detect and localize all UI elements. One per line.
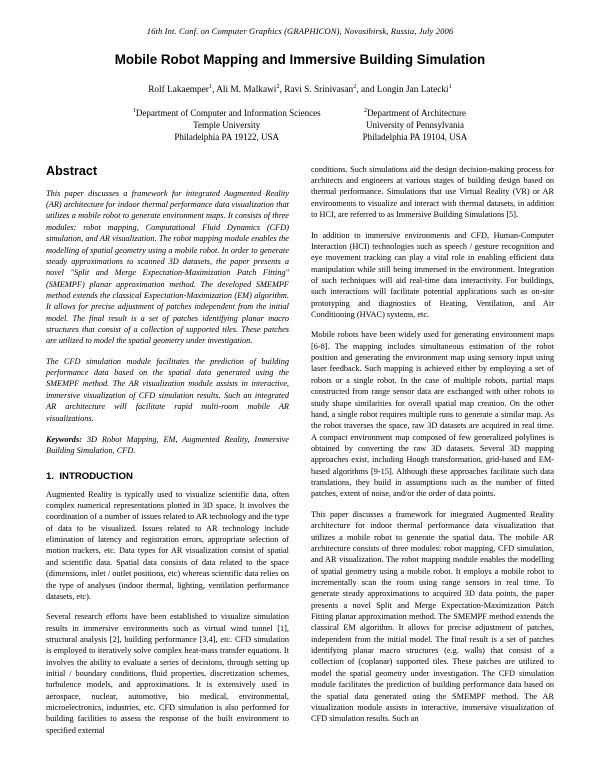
affiliation-2-line-3: Philadelphia PA 19104, USA xyxy=(362,131,468,142)
affiliation-1-marker: 1 xyxy=(132,107,136,115)
right-paragraph-1: conditions. Such simulations aid the design decision-making process for architects and engineers at various stages of building design based on thermal performance. Simulations that use Virtual Reality (VR) or AR environments to visualize and interact with thermal datasets, in addition to HCI, are referred to as Immersive Building Simulations [5]. xyxy=(311,164,554,220)
affiliations xyxy=(46,107,554,144)
affiliation-1-line-2: Temple University xyxy=(193,119,261,130)
section-1-paragraph-1: Augmented Reality is typically used to visualize scientific data, often complex numerical representations plotted in 3D space. It involves the coordination of a number of issues related to AR technology and the type of data to be visualized. Issues related to AR technology include elimination of latency and registration errors, appropriate selection of motion trackers, etc. Data types for AR visualization consist of spatial and scientific data. Spatial data consists of data related to the space (dimensions, inlet / outlet positions, etc) whereas scientific data relies on the type of analyses (indoor thermal, lighting, ventilation performance datasets, etc). xyxy=(46,489,289,601)
affiliation-1-line-1 xyxy=(133,107,321,120)
author-2: , Ali M. Malkawi xyxy=(212,85,277,96)
author-4: , and Longin Jan Latecki xyxy=(356,85,449,96)
affiliation-2-line-2: University of Pennsylvania xyxy=(365,119,464,130)
abstract-heading: Abstract xyxy=(46,163,98,178)
abstract-paragraph-2: The CFD simulation module facilitates the prediction of building performance data based on the spatial data generated using the SMEMPF method. The AR visualization module assists in interactive, immersive visualization of CFD simulation results. Such an integrated AR architecture will facilitate rapid multi-room mobile AR visualizations. xyxy=(46,356,289,423)
author-3-affil-marker: 2 xyxy=(353,83,357,90)
keywords-value: 3D Robot Mapping, EM, Augmented Reality, Immersive Building Simulation, CFD. xyxy=(46,434,289,456)
keywords-line xyxy=(46,434,289,457)
author-2-affil-marker: 2 xyxy=(276,83,280,90)
keywords-label: Keywords: xyxy=(46,434,82,444)
right-paragraph-3: Mobile robots have been widely used for generating environment maps [6-8]. The mapping includes simultaneous estimation of the robot position and generating the environment map using sensory input using laser feedback. Such mapping is achieved either by employing a set of robots or a single robot. In the case of multiple robots, partial maps constructed from range sensor data are exchanged with other robots to study shape similarities for overall spatial map creation. On the other hand, a single robot requires multiple runs to generate a similar map. As the robot traverses the space, raw 3D datasets are acquired in real time. A compact environment map composed of few generalized polylines is obtained by converting the raw 3D datasets. Several 3D mapping approaches exist, including Hough transformation, grid-based and EM-based algorithms [9-15]. Although these approaches facilitate such data translations, they build in assumptions such as the number of fitted patches, extent of noise, and/or the order of data points. xyxy=(311,330,554,499)
right-paragraph-2: In addition to immersive environments and CFD, Human-Computer Interaction (HCI) technologies such as speech / gesture recognition and eye movement tracking can play a vital role in enabling efficient data manipulation while still being immersed in the environment. Integration of such techniques will aid real-time data interactivity. For buildings, such interactions will facilitate potential applications such as on-site prototyping and diagnostics of Heating, Ventilation, and Air Conditioning (HVAC) systems, etc. xyxy=(311,230,554,320)
section-1-paragraph-2: Several research efforts have been established to visualize simulation results in immersive environments such as virtual wind tunnel [1], structural analysis [2], building performance [3,4], etc. CFD simulation is employed to iteratively solve complex heat-mass transfer equations. It involves the ability to evaluate a series of decisions, through setting up initial / boundary conditions, fluid properties, discretization schemes, turbulence models, and approximations. It is extensively used in aerospace, nuclear, automotive, bio medical, environmental, microelectronics, industries, etc. CFD simulation is also performed for building facilities to assess the response of the built environment to specified external xyxy=(46,612,289,735)
author-4-affil-marker: 1 xyxy=(448,83,452,90)
running-head: 16th Int. Conf. on Computer Graphics (GRAPHICON), Novosibirsk, Russia, July 2006 xyxy=(146,26,454,36)
abstract-paragraph-1: This paper discusses a framework for integrated Augmented Reality (AR) architecture for indoor thermal performance data visualization that utilizes a mobile robot to generate environment maps. It consists of three modules: robot mapping, Computational Fluid Dynamics (CFD) simulation, and AR visualization. The robot mapping module enables the modelling of spatial geometry using a mobile robot. In order to generate steady approximations to scanned 3D datasets, the paper presents a novel "Split and Merge Expectation-Maximization Patch Fitting" (SMEMPF) planar approximation method. The developed SMEMPF method extends the classical Expectation-Maximization (EM) algorithm. It allows for precise adjustment of patches independent from the initial model. The final result is a set of patches identifying planar macro structures that consist of a collection of supported tiles. These patches are utilized to model the spatial geometry under investigation. xyxy=(46,188,289,346)
affiliation-2-marker: 2 xyxy=(363,107,368,115)
section-1-number: 1. xyxy=(46,470,55,482)
affiliation-2 xyxy=(363,107,468,144)
author-list xyxy=(46,83,554,95)
author-1: Rolf Lakaemper xyxy=(148,85,209,96)
affiliation-2-line-1 xyxy=(363,107,468,120)
right-column xyxy=(311,164,554,734)
body-columns xyxy=(46,164,554,745)
affiliation-1-line-3: Philadelphia PA 19122, USA xyxy=(174,131,279,142)
affiliation-1 xyxy=(133,107,321,144)
affiliation-1-dept: Department of Computer and Information Sciences xyxy=(135,108,321,119)
affiliation-2-dept: Department of Architecture xyxy=(367,108,467,119)
section-1-heading xyxy=(46,471,289,482)
author-1-affil-marker: 1 xyxy=(208,83,213,90)
right-paragraph-4: This paper discusses a framework for integrated Augmented Reality architecture for indoor thermal performance data visualization that utilizes a mobile robot to generate the spatial data. The mobile AR architecture consists of three modules: robot mapping, CFD simulation, and AR visualization. The robot mapping module enables the modelling of spatial geometry using a mobile robot. It employs a mobile robot to incrementally scan the room using range sensors in real time. To generate steady approximations to acquired 3D data points, the paper presents a novel Split and Merge Expectation-Maximization Patch Fitting planar approximation method. The SMEMPF method extends the classical EM algorithm. It allows for precise adjustment of patches, independent from the initial model. The final result is a set of patches identifying planar macro structures (e.g. walls) that consist of a collection of (coplanar) supported tiles. These patches are utilized to model the spatial geometry under investigation. The CFD simulation module facilitates the prediction of building performance data based on the spatial data generated using the SMEMPF method. The AR visualization module assists in interactive, immersive visualization of CFD simulation results. Such an xyxy=(311,509,554,724)
author-3: , Ravi S. Srinivasan xyxy=(279,85,354,96)
page-title: Mobile Robot Mapping and Immersive Building Simulation xyxy=(114,52,486,67)
section-1-title: INTRODUCTION xyxy=(59,470,133,482)
left-column xyxy=(46,164,289,745)
